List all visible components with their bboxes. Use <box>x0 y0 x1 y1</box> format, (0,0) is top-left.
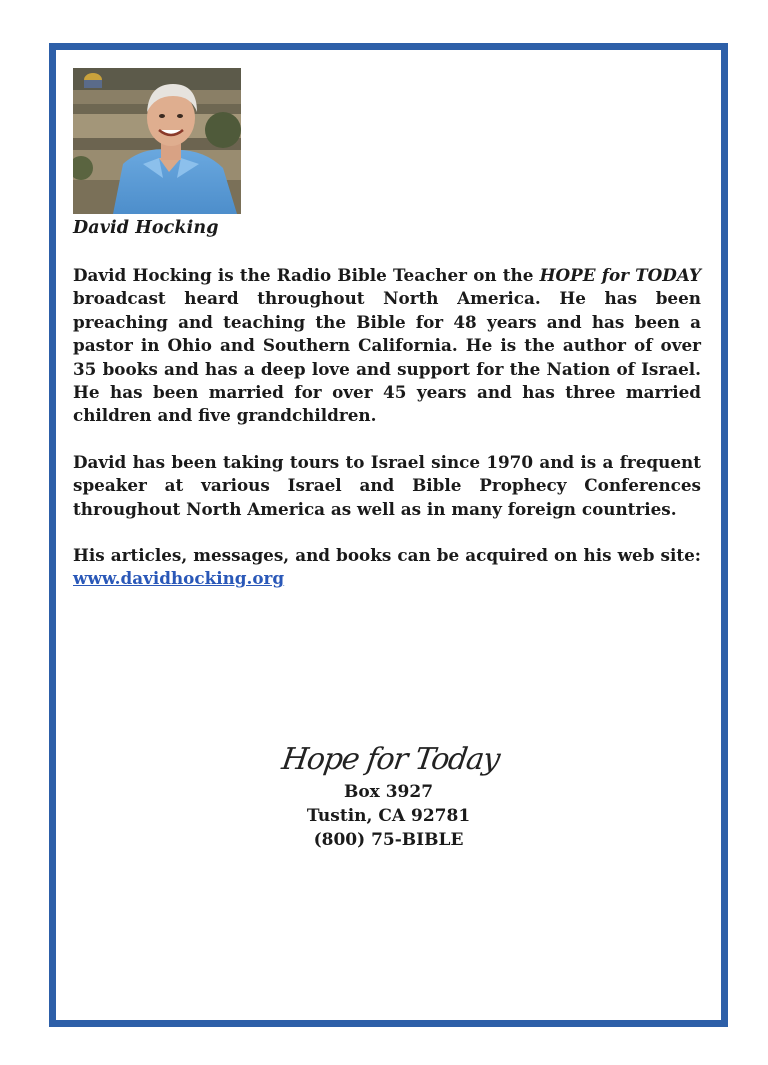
bio-card-frame <box>49 43 728 1027</box>
portrait-image <box>73 68 241 214</box>
website-link[interactable]: www.davidhocking.org <box>73 568 285 589</box>
bio-paragraph-1-lead: David Hocking is the Radio Bible Teacher on the <box>73 265 540 285</box>
bio-paragraph-3 <box>73 544 701 591</box>
portrait-photo <box>73 68 241 214</box>
hope-for-today-logo: Hope for Today <box>279 742 502 777</box>
contact-block <box>56 742 721 852</box>
bio-paragraph-1-rest: broadcast heard throughout North America. He has been preaching and teaching the Bible for 48 years and has been a pastor in Ohio and Southern California. He is the author of over 35 books and has a deep love and support for the Nation of Israel. He has been married for over 45 years and has three married children and five grandchildren. <box>73 288 701 426</box>
bio-text <box>73 264 701 591</box>
bio-paragraph-1 <box>73 264 701 428</box>
bio-paragraph-3-lead: His articles, messages, and books can be acquired on his web site: <box>73 545 701 566</box>
bio-paragraph-2: David has been taking tours to Israel since 1970 and is a frequent speaker at various Israel and Bible Prophecy Conferences throughout North America as well as in many foreign countries. <box>73 451 701 519</box>
city-address: Tustin, CA 92781 <box>306 806 471 826</box>
postal-box: Box 3927 <box>343 782 434 802</box>
photo-caption: David Hocking <box>73 218 219 238</box>
program-name: HOPE for TODAY <box>539 265 701 285</box>
phone-number: (800) 75-BIBLE <box>313 830 464 850</box>
